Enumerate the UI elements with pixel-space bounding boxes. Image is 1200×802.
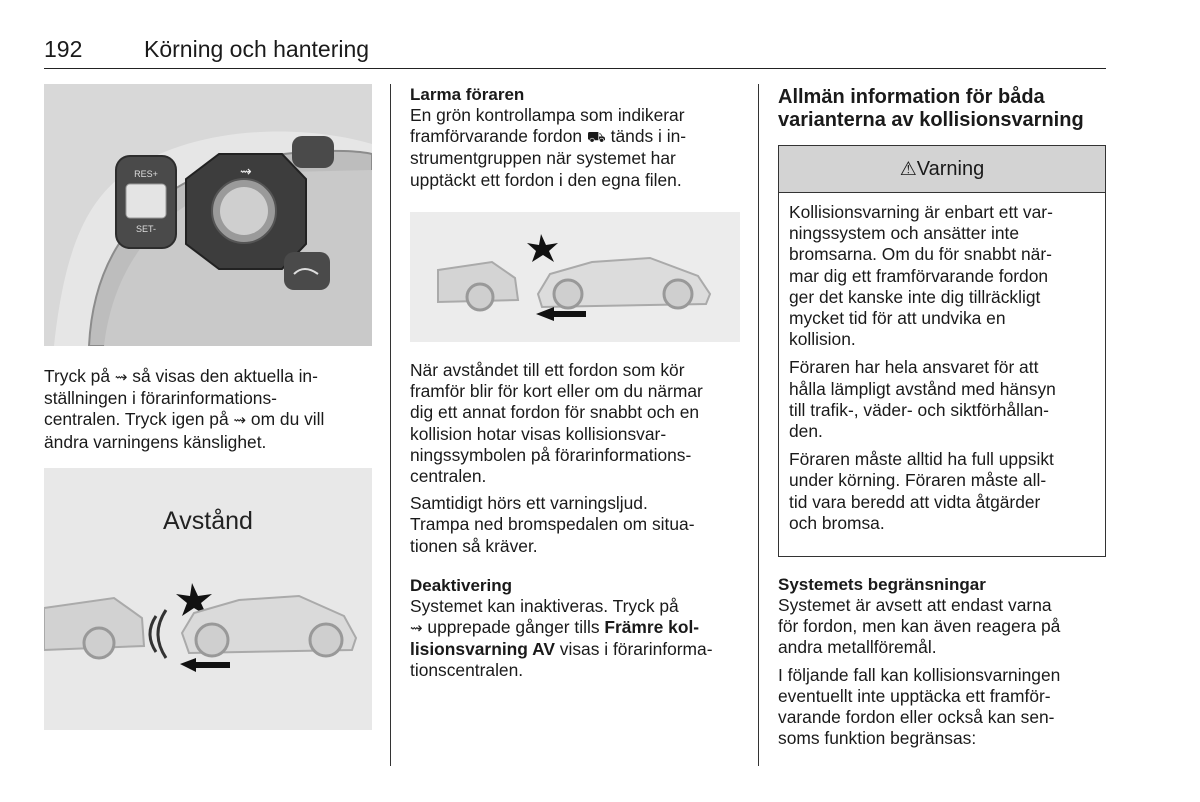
chapter-title: Körning och hantering <box>144 36 370 62</box>
column-divider <box>758 84 759 766</box>
column-2-text: Larma föraren En grön kontrollampa som indikerar framförvarande fordon ⛟ tänds i in- strumentgruppen när systemet har upptäckt ett fordon i den egna filen. <box>410 84 742 197</box>
page-header <box>44 34 1106 69</box>
warning-header <box>779 146 1105 193</box>
sensitivity-icon: ⇝ <box>410 620 423 638</box>
res-label: RES+ <box>134 169 158 179</box>
sensitivity-button-icon: ⇝ <box>240 164 252 180</box>
section-heading: Deaktivering <box>410 575 513 595</box>
warning-title: Varning <box>916 158 985 180</box>
warning-body: Kollisionsvarning är enbart ett var- ningssystem och ansätter inte bromsarna. Om du för snabbt när- mar dig ett framförvarande fordon ger det kanske inte dig tillräckligt mycket tid för att undvika en kollision. Föraren har hela ansvaret för att hålla lämpligt avstånd med hänsyn till trafik-, väder- och siktförhållan- den. Föraren måste alltid ha full uppsikt under körning. Föraren måste all- tid vara beredd att vidta åtgärder och bromsa. <box>789 202 1056 533</box>
distance-display-figure <box>44 468 372 730</box>
steering-wheel-figure <box>44 84 372 346</box>
sensitivity-icon: ⇝ <box>233 412 247 430</box>
section-heading: Systemets begränsningar <box>778 575 986 594</box>
column-1-text: Tryck på ⇝ så visas den aktuella in- ställningen i förarinformations- centralen. Tryck igen på ⇝ om du vill ändra varningens känslighet. <box>44 366 325 452</box>
column-2-text-continued: När avståndet till ett fordon som kör framför blir för kort eller om du närmar dig ett annat fordon för snabbt och en kollision hotar visas kollisionsvar- ningssymbolen på förarinformations- centralen. Samtidigt hörs ett varningsljud. Trampa ned bromspedalen om situa- tionen så kräver. Deaktivering Systemet kan inaktiveras. Tryck på ⇝ upprepade gånger tills Främre kol- lisionsvarning AV visas i förarinforma- tionscentralen. <box>410 360 745 688</box>
section-heading: varianterna av kollisionsvarning <box>778 109 1084 131</box>
page-number: 192 <box>44 36 83 62</box>
vehicle-ahead-icon: ⛟ <box>586 129 606 147</box>
section-heading: Allmän information för båda <box>778 86 1045 108</box>
column-3-text: Systemets begränsningar Systemet är avsett att endast varna för fordon, men kan även reagera på andra metallföremål. I följande fall kan kollisionsvarningen eventuellt inte upptäcka ett framför- varande fordon eller också kan sen- soms funktion begränsas: <box>778 574 1113 755</box>
sensitivity-icon: ⇝ <box>114 369 128 386</box>
column-3-heading <box>778 86 1108 132</box>
steering-wheel-illustration <box>44 84 372 346</box>
warning-triangle-icon: ⚠ <box>899 158 917 180</box>
section-heading: Larma föraren <box>410 85 525 104</box>
column-divider <box>390 84 391 766</box>
warning-box <box>778 145 1106 557</box>
collision-figure <box>410 212 740 342</box>
distance-display-illustration <box>44 468 372 730</box>
collision-illustration <box>410 212 740 342</box>
set-label: SET- <box>135 224 157 234</box>
distance-label: Avstånd <box>163 507 253 535</box>
